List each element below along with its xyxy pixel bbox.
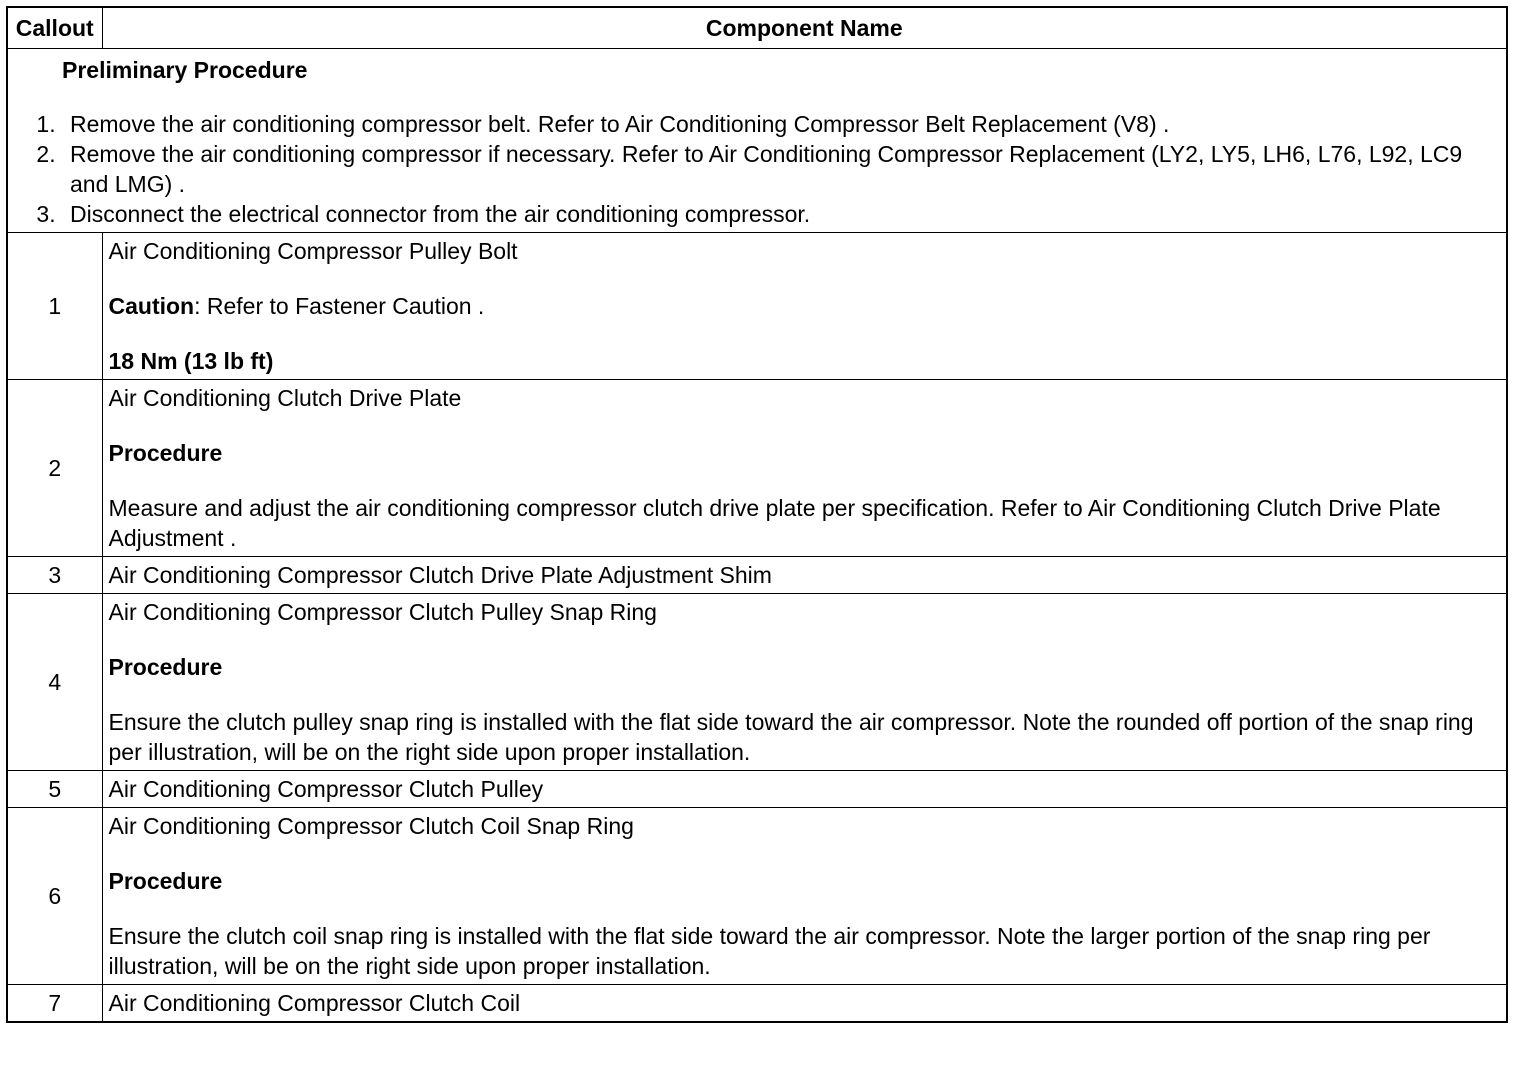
procedure-label: Procedure xyxy=(108,654,223,680)
table-row xyxy=(7,557,1507,594)
component-name: Air Conditioning Compressor Clutch Coil xyxy=(102,985,1507,1023)
component-name: Air Conditioning Compressor Pulley Bolt xyxy=(108,238,518,264)
caution-text: : Refer to Fastener Caution . xyxy=(194,293,485,319)
procedure-heading xyxy=(109,438,1501,468)
table-row xyxy=(7,233,1507,380)
procedure-heading xyxy=(109,866,1501,896)
preliminary-procedure-title: Preliminary Procedure xyxy=(62,57,308,83)
torque-value: 18 Nm (13 lb ft) xyxy=(108,348,274,374)
table-header-row xyxy=(7,7,1507,49)
callout-number: 4 xyxy=(7,594,102,771)
preliminary-step: 2. Remove the air conditioning compressor if necessary. Refer to Air Conditioning Compressor Replacement (LY2, LY5, LH6, L76, L92, LC9 and LMG) . xyxy=(62,139,1500,199)
callout-number: 3 xyxy=(7,557,102,594)
preliminary-procedure-row xyxy=(7,49,1507,233)
callout-table xyxy=(6,6,1508,1023)
callout-number: 1 xyxy=(7,233,102,380)
preliminary-step: 3. Disconnect the electrical connector from the air conditioning compressor. xyxy=(62,199,1500,229)
component-name: Air Conditioning Compressor Clutch Pulley xyxy=(102,771,1507,808)
component-name: Air Conditioning Compressor Clutch Pulley Snap Ring xyxy=(108,599,657,625)
procedure-text: Ensure the clutch pulley snap ring is installed with the flat side toward the air compressor. Note the rounded off portion of the snap ring per illustration, will be on the right side upon proper installation. xyxy=(108,709,1474,765)
procedure-label: Procedure xyxy=(108,440,223,466)
caution-line xyxy=(109,291,1501,321)
procedure-text: Ensure the clutch coil snap ring is installed with the flat side toward the air compressor. Note the larger portion of the snap ring per illustration, will be on the right side upon proper installation. xyxy=(108,923,1431,979)
component-cell xyxy=(102,808,1507,985)
procedure-heading xyxy=(109,652,1501,682)
table-row xyxy=(7,771,1507,808)
component-name: Air Conditioning Clutch Drive Plate xyxy=(108,385,462,411)
component-name: Air Conditioning Compressor Clutch Coil Snap Ring xyxy=(108,813,634,839)
preliminary-procedure-cell xyxy=(7,49,1507,233)
callout-column-header: Callout xyxy=(7,7,102,49)
table-row xyxy=(7,808,1507,985)
callout-number: 5 xyxy=(7,771,102,808)
table-row xyxy=(7,985,1507,1023)
callout-number: 2 xyxy=(7,380,102,557)
component-cell xyxy=(102,233,1507,380)
table-row xyxy=(7,380,1507,557)
callout-number: 7 xyxy=(7,985,102,1023)
component-cell xyxy=(102,594,1507,771)
component-name-column-header: Component Name xyxy=(102,7,1507,49)
preliminary-steps-list xyxy=(16,109,1500,229)
preliminary-step: 1. Remove the air conditioning compressor belt. Refer to Air Conditioning Compressor Belt Replacement (V8) . xyxy=(62,109,1500,139)
caution-label: Caution xyxy=(108,293,195,319)
procedure-label: Procedure xyxy=(108,868,223,894)
torque-spec xyxy=(109,346,1501,376)
table-row xyxy=(7,594,1507,771)
callout-number: 6 xyxy=(7,808,102,985)
component-cell xyxy=(102,380,1507,557)
component-name: Air Conditioning Compressor Clutch Drive Plate Adjustment Shim xyxy=(102,557,1507,594)
procedure-text: Measure and adjust the air conditioning compressor clutch drive plate per specification. Refer to Air Conditioning Clutch Drive Plate Adjustment . xyxy=(108,495,1441,551)
